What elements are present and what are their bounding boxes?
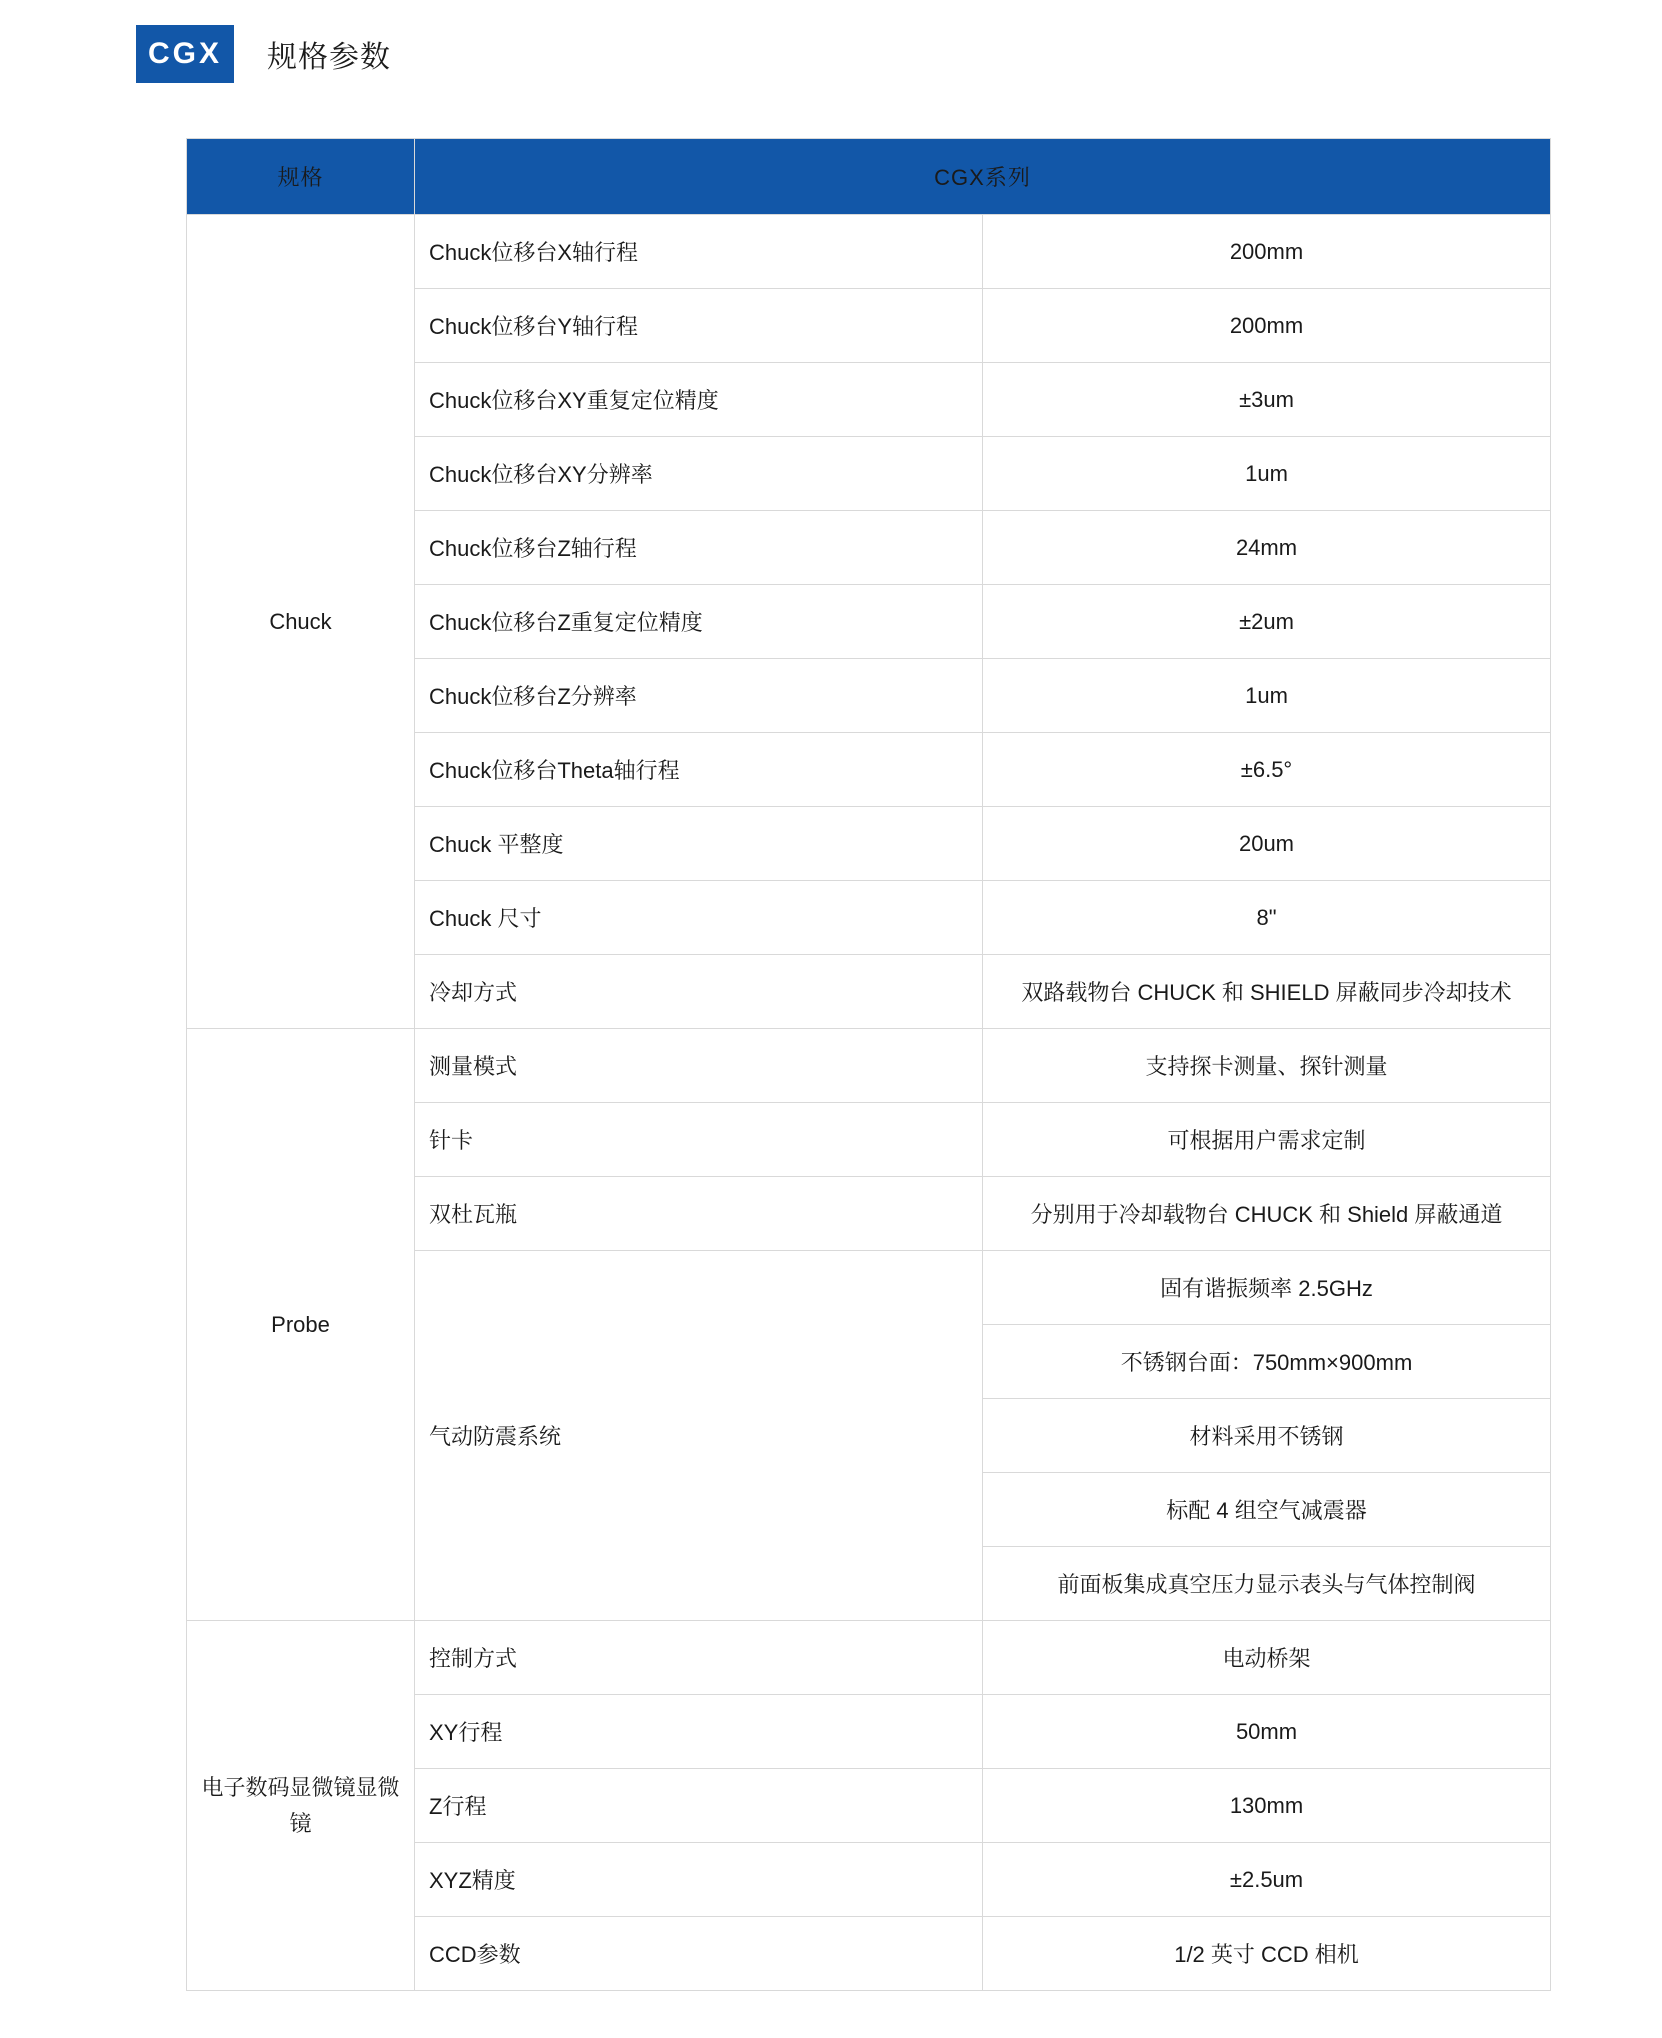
- spec-item: 控制方式: [415, 1621, 983, 1695]
- table-head: [187, 139, 1551, 215]
- spec-value: 24mm: [983, 511, 1551, 585]
- group-label-probe: Probe: [187, 1029, 415, 1621]
- spec-value: 支持探卡测量、探针测量: [983, 1029, 1551, 1103]
- spec-item: Z行程: [415, 1769, 983, 1843]
- spec-value: 200mm: [983, 289, 1551, 363]
- spec-value: 130mm: [983, 1769, 1551, 1843]
- spec-value: ±2um: [983, 585, 1551, 659]
- spec-value: 1um: [983, 659, 1551, 733]
- spec-table: [186, 138, 1551, 1991]
- spec-value: 双路载物台 CHUCK 和 SHIELD 屏蔽同步冷却技术: [983, 955, 1551, 1029]
- cgx-logo: CGX: [136, 25, 234, 83]
- spec-item: 双杜瓦瓶: [415, 1177, 983, 1251]
- spec-item: Chuck位移台Y轴行程: [415, 289, 983, 363]
- spec-item: Chuck位移台Theta轴行程: [415, 733, 983, 807]
- group-label-microscope: 电子数码显微镜显微镜: [187, 1621, 415, 1991]
- spec-item: Chuck位移台Z重复定位精度: [415, 585, 983, 659]
- spec-value: 分别用于冷却载物台 CHUCK 和 Shield 屏蔽通道: [983, 1177, 1551, 1251]
- spec-value: ±6.5°: [983, 733, 1551, 807]
- spec-item: XYZ精度: [415, 1843, 983, 1917]
- spec-value: ±3um: [983, 363, 1551, 437]
- spec-item: Chuck 平整度: [415, 807, 983, 881]
- spec-value: 材料采用不锈钢: [983, 1399, 1551, 1473]
- column-header-spec: 规格: [187, 139, 415, 215]
- spec-value: 50mm: [983, 1695, 1551, 1769]
- table-row: [187, 1029, 1551, 1103]
- spec-value: 前面板集成真空压力显示表头与气体控制阀: [983, 1547, 1551, 1621]
- spec-value: 1/2 英寸 CCD 相机: [983, 1917, 1551, 1991]
- spec-value: 20um: [983, 807, 1551, 881]
- spec-value: 可根据用户需求定制: [983, 1103, 1551, 1177]
- spec-item: Chuck位移台XY重复定位精度: [415, 363, 983, 437]
- spec-item: Chuck位移台Z分辨率: [415, 659, 983, 733]
- spec-value: 标配 4 组空气减震器: [983, 1473, 1551, 1547]
- spec-value: 1um: [983, 437, 1551, 511]
- table-header-row: [187, 139, 1551, 215]
- spec-item: XY行程: [415, 1695, 983, 1769]
- spec-item: 气动防震系统: [415, 1251, 983, 1621]
- group-label-chuck: Chuck: [187, 215, 415, 1029]
- spec-value: ±2.5um: [983, 1843, 1551, 1917]
- spec-table-wrapper: [186, 138, 1550, 1991]
- spec-value: 8": [983, 881, 1551, 955]
- table-row: [187, 1621, 1551, 1695]
- table-row: [187, 215, 1551, 289]
- spec-item: 针卡: [415, 1103, 983, 1177]
- page-title: 规格参数: [267, 41, 391, 74]
- spec-item: Chuck位移台Z轴行程: [415, 511, 983, 585]
- spec-item: 冷却方式: [415, 955, 983, 1029]
- spec-item: 测量模式: [415, 1029, 983, 1103]
- page-header: [0, 0, 1662, 86]
- spec-value: 200mm: [983, 215, 1551, 289]
- spec-value: 电动桥架: [983, 1621, 1551, 1695]
- column-header-series: CGX系列: [415, 139, 1551, 215]
- table-body: [187, 215, 1551, 1991]
- spec-value: 固有谐振频率 2.5GHz: [983, 1251, 1551, 1325]
- spec-item: Chuck位移台XY分辨率: [415, 437, 983, 511]
- spec-item: Chuck 尺寸: [415, 881, 983, 955]
- spec-value: 不锈钢台面：750mm×900mm: [983, 1325, 1551, 1399]
- spec-item: Chuck位移台X轴行程: [415, 215, 983, 289]
- spec-item: CCD参数: [415, 1917, 983, 1991]
